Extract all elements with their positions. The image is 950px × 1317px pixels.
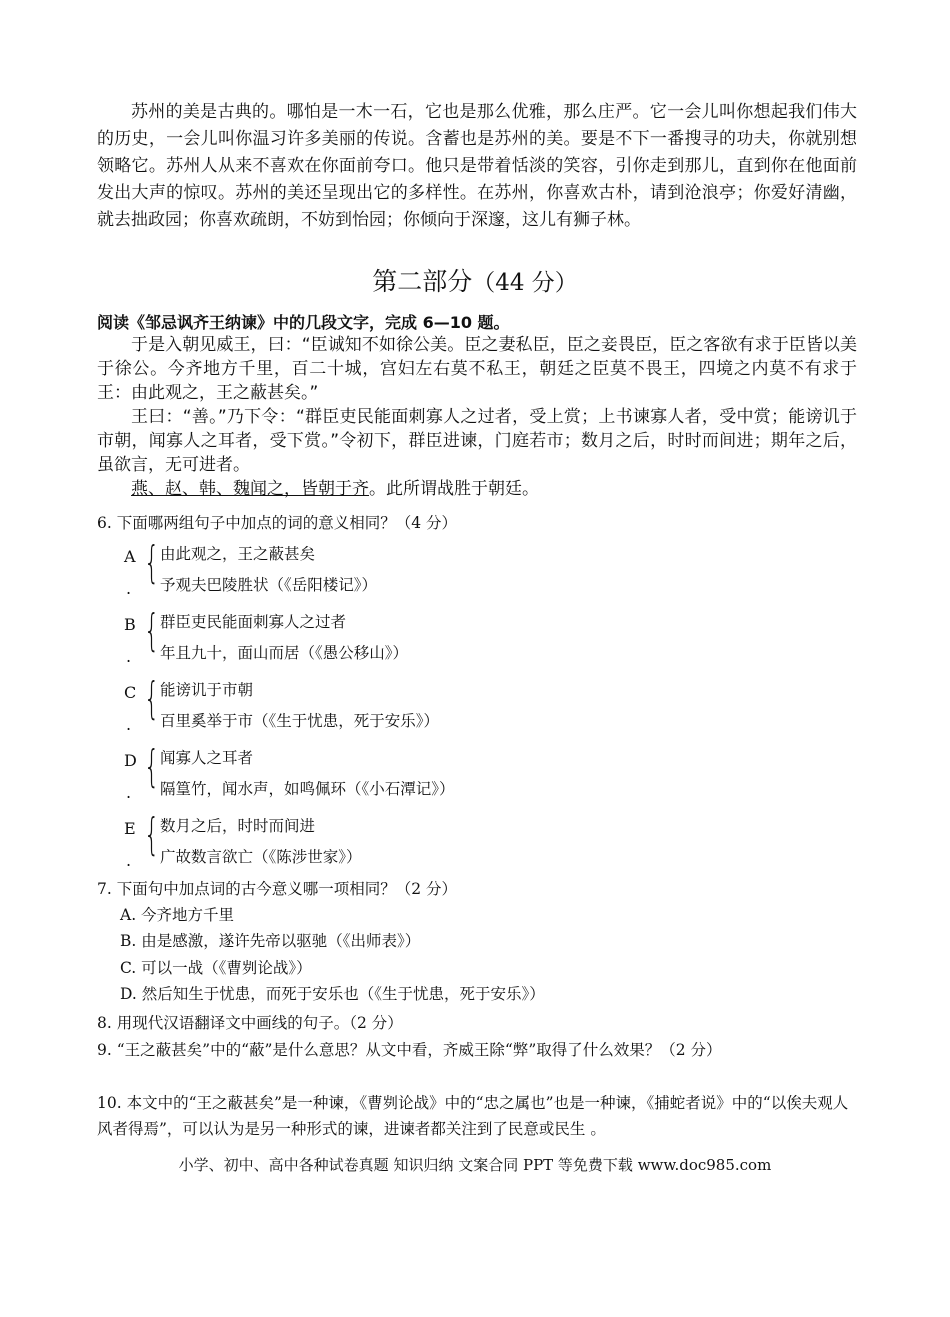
option-letter: E bbox=[124, 819, 136, 838]
underlined-sentence: 燕、赵、韩、魏闻之，皆朝于齐 bbox=[131, 479, 369, 499]
brace-icon: { bbox=[144, 741, 160, 792]
passage-paragraph-3 bbox=[97, 477, 857, 501]
option-letter: C bbox=[124, 683, 137, 702]
q7-option-a: A. 今齐地方千里 bbox=[120, 906, 235, 924]
passage-paragraph-1: 于是入朝见威王，曰：“臣诚知不如徐公美。臣之妻私臣，臣之妾畏臣，臣之客欲有求于臣皆以美于徐公。今齐地方千里，百二十城，宫妇左右莫不私王，朝廷之臣莫不畏王，四境之内莫不有求于王：由此观之，王之蔽甚矣。” bbox=[97, 335, 857, 403]
brace-icon: { bbox=[144, 673, 160, 724]
section-title-text: 第二部分 bbox=[372, 267, 473, 296]
section-title bbox=[0, 262, 950, 298]
footer-text: 小学、初中、高中各种试卷真题 知识归纳 文案合同 PPT 等免费下载 www.doc985.com bbox=[178, 1156, 772, 1174]
section-score: （44 分） bbox=[472, 270, 578, 296]
brace-icon: { bbox=[144, 537, 160, 588]
option-line-1: 闻寡人之耳者 bbox=[160, 749, 254, 767]
question-9: 9. “王之蔽甚矣”中的“蔽”是什么意思？从文中看，齐威王除“弊”取得了什么效果？（2 分） bbox=[97, 1041, 722, 1059]
question-8: 8. 用现代汉语翻译文中画线的句子。（2 分） bbox=[97, 1014, 403, 1032]
q6-option-d bbox=[124, 741, 624, 807]
passage-paragraph-3-rest: 。此所谓战胜于朝廷。 bbox=[369, 479, 539, 499]
option-dot: . bbox=[126, 579, 132, 598]
option-letter: D bbox=[124, 751, 137, 770]
q6-option-e bbox=[124, 809, 624, 875]
option-line-1: 数月之后，时时而间进 bbox=[160, 817, 316, 835]
option-letter: A bbox=[124, 547, 136, 566]
brace-icon: { bbox=[144, 809, 160, 860]
option-dot: . bbox=[126, 851, 132, 870]
passage-paragraph-2: 王曰：“善。”乃下令：“群臣吏民能面刺寡人之过者，受上赏；上书谏寡人者，受中赏；能谤讥于市朝，闻寡人之耳者，受下赏。”令初下，群臣进谏，门庭若市；数月之后，时时而间进；期年之后，虽欲言，无可进者。 bbox=[97, 407, 857, 475]
intro-paragraph: 苏州的美是古典的。哪怕是一木一石，它也是那么优雅，那么庄严。它一会儿叫你想起我们伟大的历史，一会儿叫你温习许多美丽的传说。含蓄也是苏州的美。要是不下一番搜寻的功夫，你就别想领略它。苏州人从来不喜欢在你面前夸口。他只是带着恬淡的笑容，引你走到那儿，直到你在他面前发出大声的惊叹。苏州的美还呈现出它的多样性。在苏州，你喜欢古朴，请到沧浪亭；你爱好清幽，就去拙政园；你喜欢疏朗，不妨到怡园；你倾向于深邃，这儿有狮子林。 bbox=[97, 102, 857, 230]
question-7-stem: 7. 下面句中加点词的古今意义哪一项相同？（2 分） bbox=[97, 880, 458, 898]
q6-option-a bbox=[124, 537, 624, 603]
option-line-2: 广故数言欲亡（《陈涉世家》） bbox=[160, 848, 362, 866]
q7-option-d: D. 然后知生于忧患，而死于安乐也（《生于忧患，死于安乐》） bbox=[120, 985, 545, 1003]
option-letter: B bbox=[124, 615, 136, 634]
option-line-2: 予观夫巴陵胜状（《岳阳楼记》） bbox=[160, 576, 378, 594]
option-dot: . bbox=[126, 647, 132, 666]
question-10: 10. 本文中的“王之蔽甚矣”是一种谏，《曹刿论战》中的“忠之属也”也是一种谏，《捕蛇者说》中的“以俟夫观人风者得焉”，可以认为是另一种形式的谏，进谏者都关注到了民意或民生 。 bbox=[97, 1094, 849, 1138]
option-line-1: 由此观之，王之蔽甚矣 bbox=[160, 545, 316, 563]
question-6-stem: 6. 下面哪两组句子中加点的词的意义相同？（4 分） bbox=[97, 514, 458, 532]
option-line-2: 隔篁竹，闻水声，如鸣佩环（《小石潭记》） bbox=[160, 780, 455, 798]
classical-passage bbox=[97, 333, 857, 501]
q7-option-c: C. 可以一战（《曹刿论战》） bbox=[120, 959, 312, 977]
brace-icon: { bbox=[144, 605, 160, 656]
option-dot: . bbox=[126, 715, 132, 734]
q6-option-c bbox=[124, 673, 624, 739]
option-line-1: 能谤讥于市朝 bbox=[160, 681, 254, 699]
option-dot: . bbox=[126, 783, 132, 802]
option-line-1: 群臣吏民能面刺寡人之过者 bbox=[160, 613, 347, 631]
option-line-2: 百里奚举于市（《生于忧患，死于安乐》） bbox=[160, 712, 440, 730]
q6-option-b bbox=[124, 605, 624, 671]
reading-instruction: 阅读《邹忌讽齐王纳谏》中的几段文字，完成 6—10 题。 bbox=[97, 313, 510, 332]
option-line-2: 年且九十，面山而居（《愚公移山》） bbox=[160, 644, 409, 662]
q7-option-b: B. 由是感激，遂许先帝以驱驰（《出师表》） bbox=[120, 932, 421, 950]
